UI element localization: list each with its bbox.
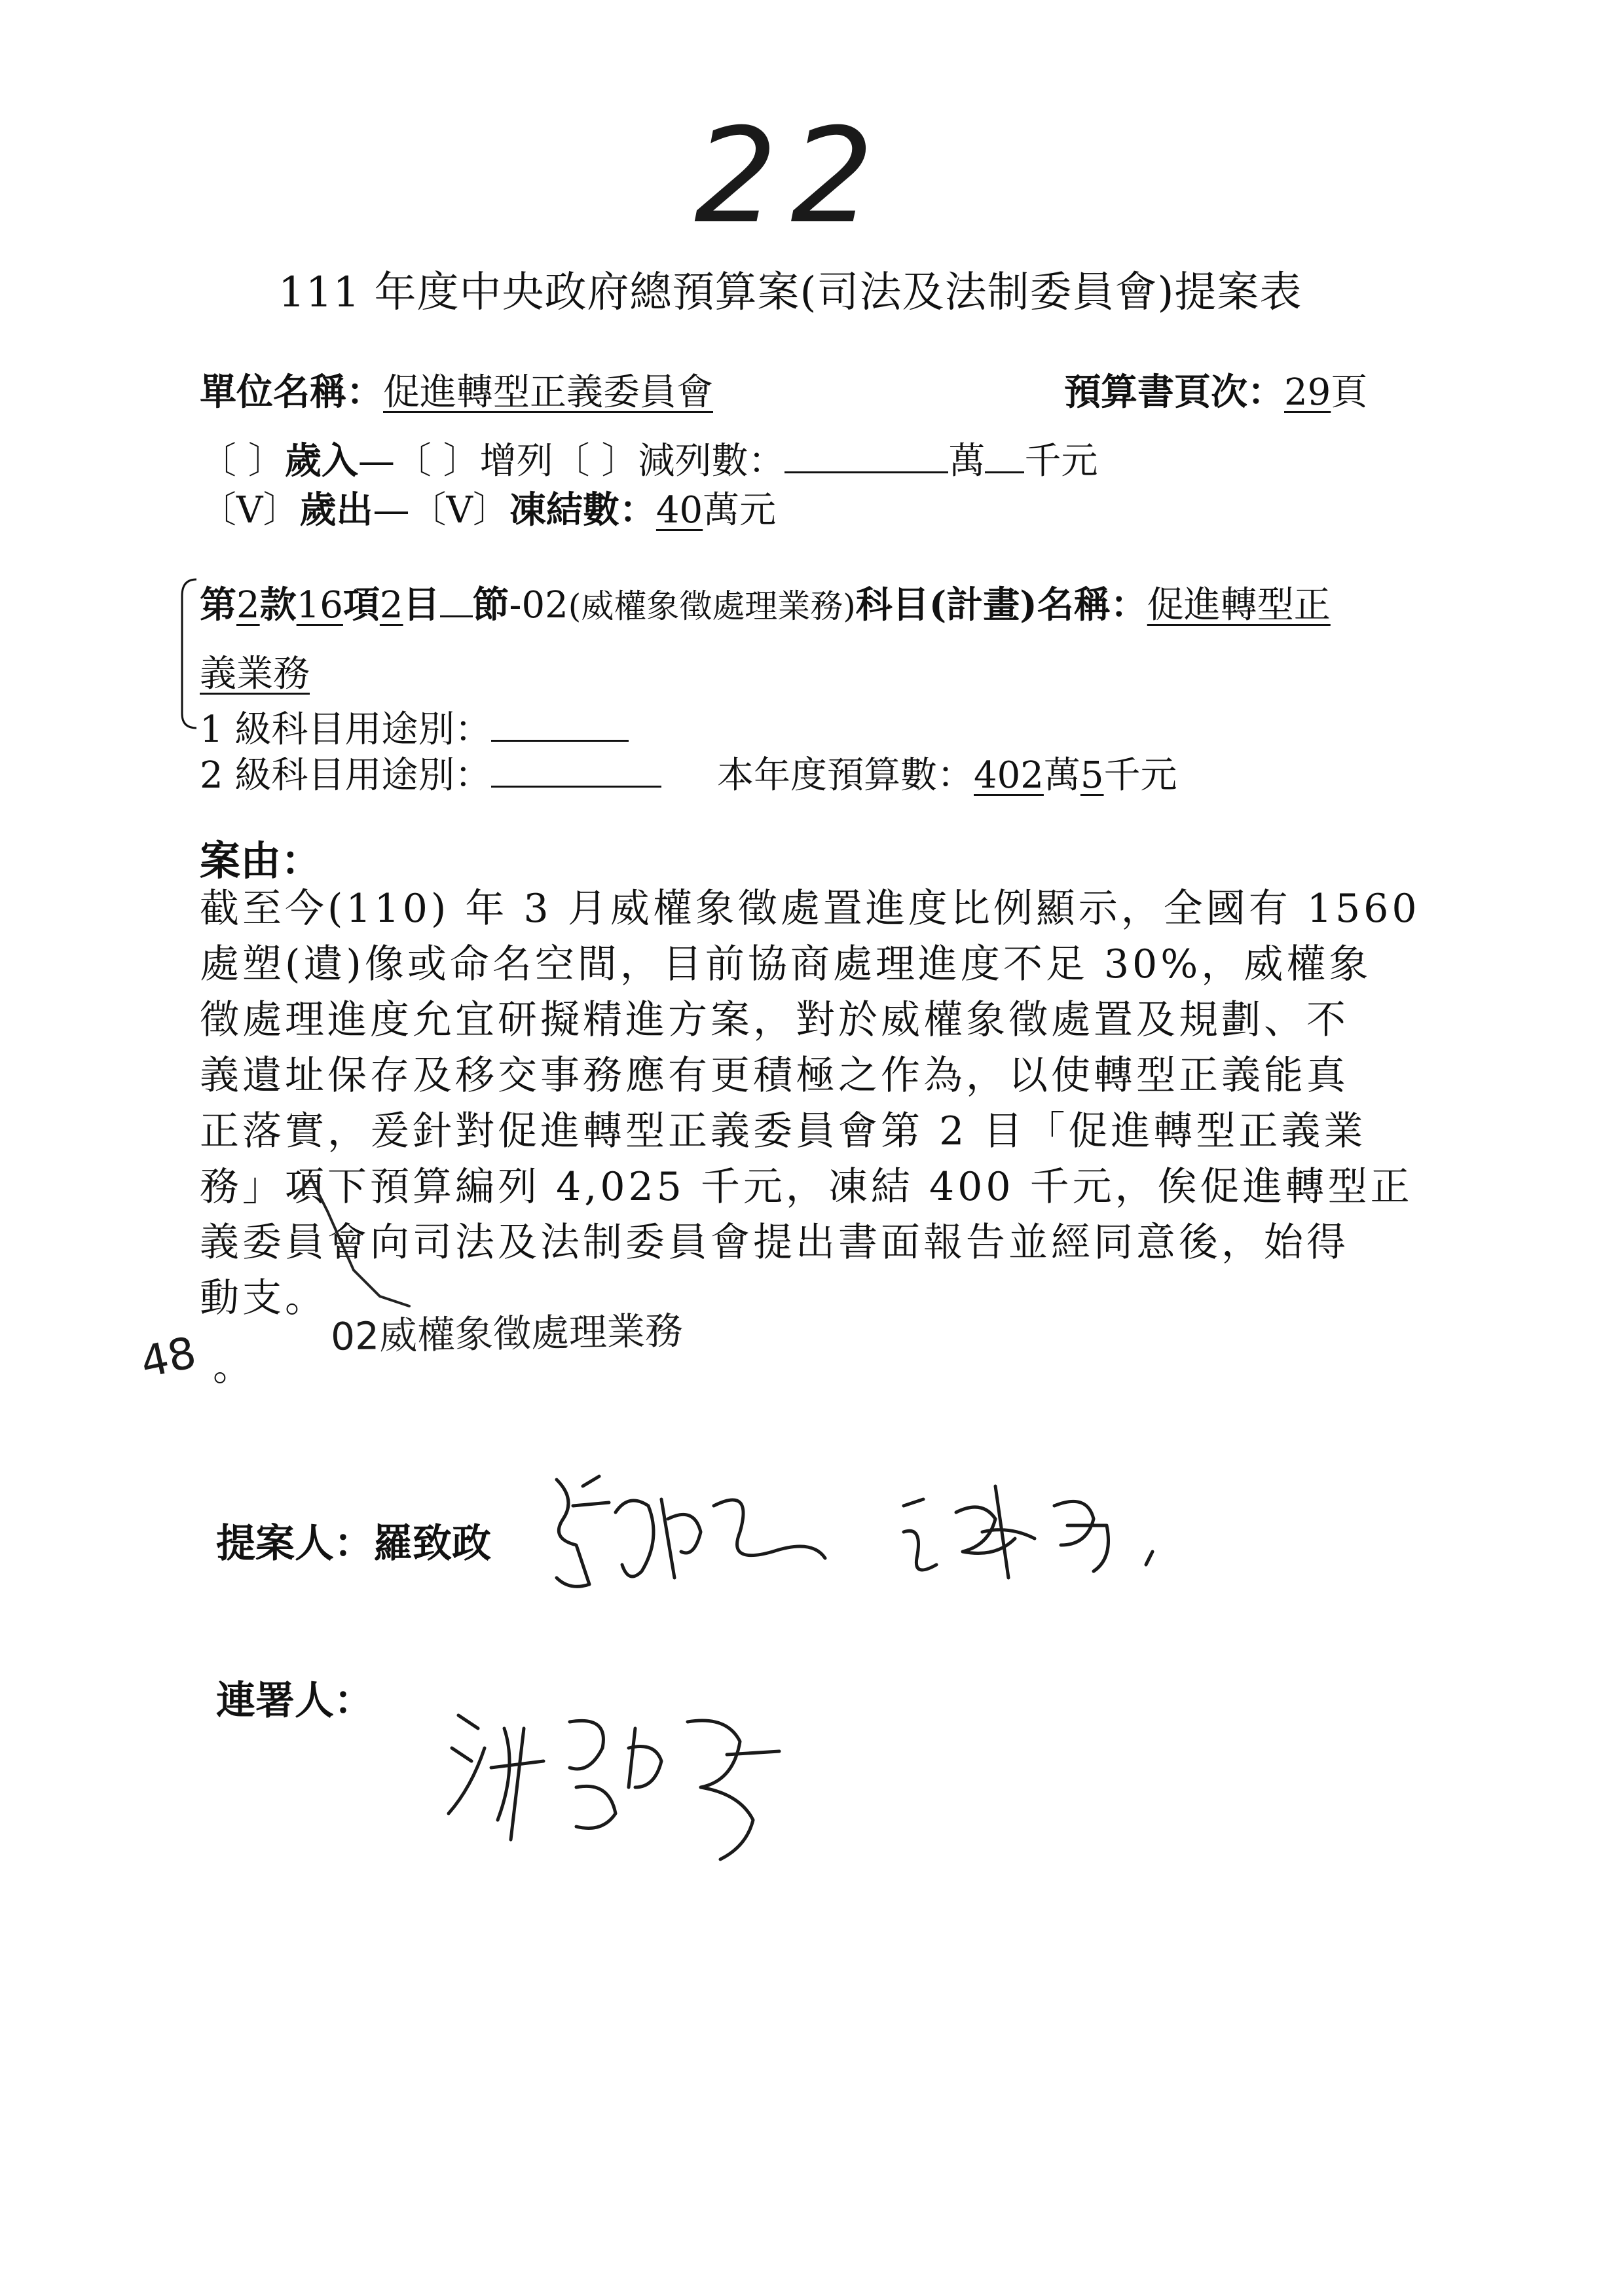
jie-label: 節 [472, 583, 509, 627]
freeze-label: 凍結數： [509, 488, 656, 532]
unit-row [200, 363, 713, 416]
budget-wan-value: 402 [974, 754, 1044, 797]
jie-blank [440, 579, 473, 617]
insertion-mark [282, 1172, 413, 1322]
kuan-value: 2 [236, 584, 260, 627]
proposer-name: 羅致政 [373, 1521, 491, 1567]
reason-line-8: 動支。 [200, 1275, 327, 1321]
page-ref [1064, 363, 1367, 416]
reason-line-3: 徵處理進度允宜研擬精進方案，對於威權象徵處置及規劃、不 [200, 997, 1349, 1043]
subject-name-value-1: 促進轉型正 [1147, 584, 1331, 627]
page-title: 111 年度中央政府總預算案(司法及法制委員會)提案表 [278, 268, 1302, 317]
decrease-label: 減列數： [638, 440, 785, 483]
page-label: 預算書頁次： [1064, 371, 1284, 414]
handwritten-insert: 02威權象徵處理業務 [330, 1308, 684, 1359]
reason-line-6: 務」項下預算編列 4,025 千元，凍結 400 千元，俟促進轉型正 [200, 1164, 1413, 1210]
reason-line-7: 義委員會向司法及法制委員會提出書面報告並經同意後，始得 [200, 1220, 1349, 1266]
revenue-checkbox: 〔 〕 [200, 440, 285, 483]
expenditure-label: 歲出 [299, 488, 373, 532]
jie-name: (威權象徵處理業務) [568, 587, 856, 625]
mu-value: 2 [379, 584, 403, 627]
reason-line-4: 義遺址保存及移交事務應有更積極之作為，以使轉型正義能真 [200, 1053, 1349, 1099]
stamp-number: 22 [694, 100, 887, 253]
level1-blank [491, 703, 629, 742]
increase-checkbox: 〔 〕 [394, 440, 480, 483]
freeze-checkbox: 〔V〕 [409, 489, 509, 532]
subject-bracket [177, 576, 203, 733]
cosigner-signature [439, 1689, 832, 1886]
subject-name-label: 科目(計畫)名稱： [855, 583, 1147, 627]
reason-line-2: 處塑(遺)像或命名空間，目前協商處理進度不足 30%，威權象 [200, 941, 1372, 987]
budget-qian: 千元 [1103, 754, 1177, 797]
xiang-label: 項 [342, 583, 380, 627]
subject-di: 第 [200, 583, 236, 627]
proposer-row [216, 1512, 491, 1569]
level1-row [200, 701, 629, 753]
subject-line-2 [200, 645, 310, 697]
subject-name-value-2: 義業務 [200, 653, 310, 695]
expenditure-checkbox: 〔V〕 [200, 489, 300, 532]
reason-line-5: 正落實，爰針對促進轉型正義委員會第 2 目「促進轉型正義業 [200, 1108, 1367, 1154]
page-value: 29 [1284, 371, 1331, 414]
decrease-checkbox: 〔 〕 [553, 440, 638, 483]
proposer-label: 提案人： [216, 1521, 373, 1567]
freeze-value: 40 [655, 489, 703, 532]
budget-qian-value: 5 [1080, 754, 1104, 797]
proposer-signature [537, 1460, 1192, 1611]
qian-blank [985, 435, 1024, 473]
handwritten-period: 。 [213, 1344, 252, 1390]
reason-line-1: 截至今(110) 年 3 月威權象徵處置進度比例顯示，全國有 1560 [200, 886, 1420, 932]
revenue-line [200, 432, 1098, 484]
level2-label: 2 級科目用途別： [200, 754, 492, 797]
decrease-blank [784, 435, 948, 473]
unit-value: 促進轉型正義委員會 [383, 371, 713, 414]
level2-row [200, 746, 661, 799]
wan-unit: 萬 [948, 440, 986, 483]
cosigner-label: 連署人： [216, 1678, 373, 1724]
xiang-value: 16 [296, 584, 343, 627]
qian-unit: 千元 [1024, 440, 1098, 483]
page-unit: 頁 [1331, 371, 1368, 414]
kuan-label: 款 [259, 583, 297, 627]
expenditure-line [200, 481, 776, 534]
mu-label: 目 [403, 583, 440, 627]
budget-wan: 萬 [1043, 754, 1080, 797]
unit-label: 單位名稱： [200, 371, 383, 414]
freeze-unit: 萬元 [703, 489, 777, 532]
revenue-dash: — [358, 440, 395, 483]
subject-line [200, 576, 1331, 629]
reason-heading: 案由： [200, 837, 322, 884]
jie-value: -02 [509, 584, 568, 627]
expenditure-dash: — [373, 489, 410, 532]
handwritten-number: 48 [136, 1327, 201, 1388]
budget-label: 本年度預算數： [717, 754, 974, 797]
level2-blank [491, 749, 661, 788]
revenue-label: 歲入 [284, 439, 358, 483]
budget-row [717, 746, 1177, 799]
increase-label: 增列 [479, 440, 553, 483]
level1-label: 1 級科目用途別： [200, 708, 492, 751]
